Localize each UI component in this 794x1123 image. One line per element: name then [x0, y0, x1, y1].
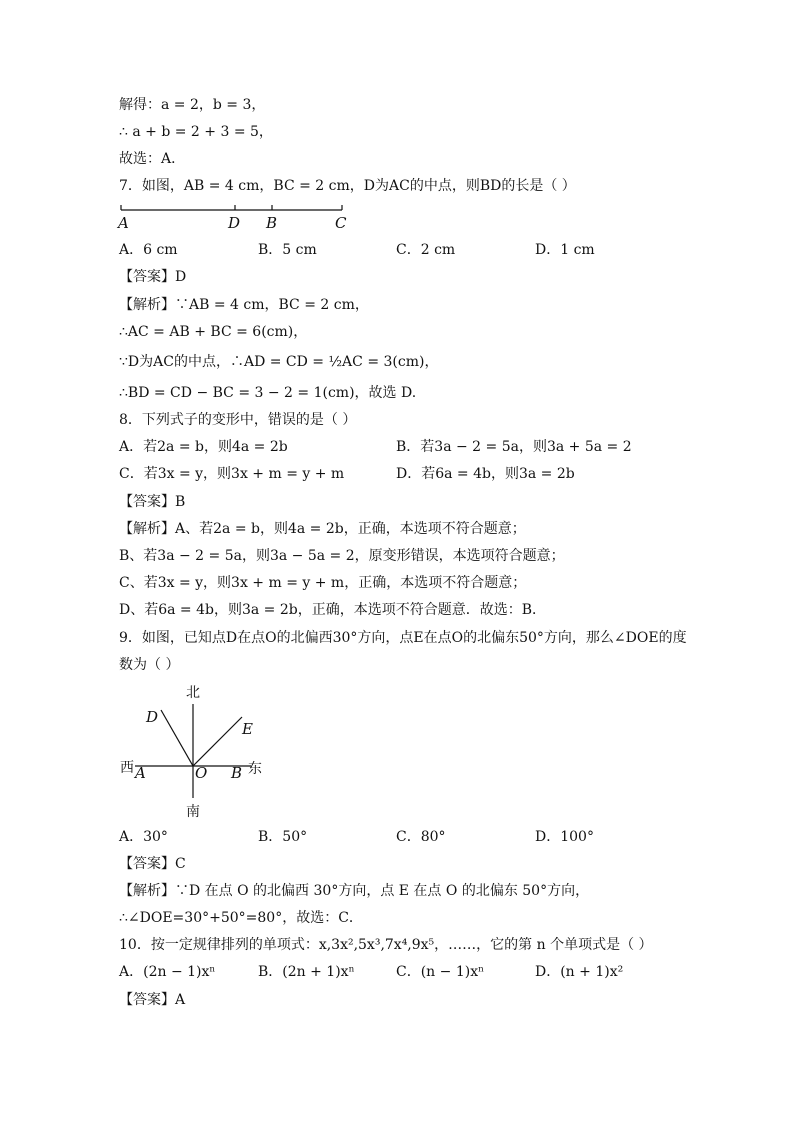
- answer: 【答案】C: [119, 856, 186, 872]
- explanation-line: ∴AC = AB + BC = 6(cm)，: [119, 324, 308, 340]
- text-line: 故选：A．: [119, 151, 186, 167]
- answer: 【答案】D: [119, 269, 187, 285]
- label-east: 东: [248, 761, 262, 777]
- explanation-line: ∴BD = CD − BC = 3 − 2 = 1(cm)，故选 D.: [119, 385, 417, 401]
- explanation-line: D、若6a = 4b，则3a = 2b，正确，本选项不符合题意．故选：B．: [119, 602, 547, 618]
- explanation-line: ∵D为AC的中点，∴AD = CD = ½AC = 3(cm)，: [119, 354, 439, 370]
- option-d: D．若6a = 4b，则3a = 2b: [396, 466, 575, 482]
- option-c: C．若3x = y，则3x + m = y + m: [119, 466, 345, 482]
- label-d: D: [228, 214, 241, 232]
- label-b: B: [266, 214, 278, 232]
- option-a: A．(2n − 1)xⁿ: [119, 964, 216, 980]
- option-a: A．6 cm: [119, 242, 178, 258]
- label-south: 南: [186, 804, 200, 820]
- option-b: B．(2n + 1)xⁿ: [258, 964, 355, 980]
- explanation-line: C、若3x = y，则3x + m = y + m，正确，本选项不符合题意；: [119, 575, 527, 591]
- question-9: 9．如图，已知点D在点O的北偏西30°方向，点E在点O的北偏东50°方向，那么∠DOE的度: [119, 630, 687, 646]
- option-c: C．2 cm: [396, 242, 456, 258]
- question-8: 8．下列式子的变形中，错误的是（ ）: [119, 412, 357, 428]
- option-b: B．5 cm: [258, 242, 317, 258]
- label-b: B: [231, 764, 243, 782]
- compass-figure: [115, 680, 285, 825]
- option-d: D．100°: [535, 829, 594, 845]
- text-line: 解得：a = 2，b = 3，: [119, 97, 266, 113]
- segment-figure: [115, 200, 355, 236]
- explanation-line: 【解析】A、若2a = b，则4a = 2b，正确，本选项不符合题意；: [119, 521, 526, 537]
- option-a: A．若2a = b，则4a = 2b: [119, 439, 288, 455]
- question-7: 7．如图，AB = 4 cm，BC = 2 cm，D为AC的中点，则BD的长是（ ）: [119, 178, 576, 194]
- answer: 【答案】A: [119, 992, 186, 1008]
- label-a: A: [118, 214, 129, 232]
- label-d: D: [146, 708, 159, 726]
- ray-od: [161, 710, 193, 766]
- option-b: B．若3a − 2 = 5a，则3a + 5a = 2: [396, 439, 632, 455]
- label-c: C: [335, 214, 347, 232]
- label-o: O: [195, 764, 208, 782]
- option-a: A．30°: [119, 829, 168, 845]
- question-10: 10．按一定规律排列的单项式：x,3x²,5x³,7x⁴,9x⁵，……，它的第 n 个单项式是（ ）: [119, 937, 653, 953]
- explanation-line: ∴∠DOE=30°+50°=80°，故选：C．: [119, 910, 363, 926]
- label-e: E: [242, 720, 253, 738]
- text-line: ∴ a + b = 2 + 3 = 5，: [119, 124, 273, 140]
- option-b: B．50°: [258, 829, 308, 845]
- ray-oe: [193, 717, 242, 766]
- answer: 【答案】B: [119, 494, 186, 510]
- explanation-line: 【解析】∵AB = 4 cm，BC = 2 cm，: [119, 297, 369, 313]
- label-a: A: [135, 764, 146, 782]
- option-c: C．80°: [396, 829, 446, 845]
- option-d: D．(n + 1)x²: [535, 964, 624, 980]
- explanation-line: 【解析】∵D 在点 O 的北偏西 30°方向，点 E 在点 O 的北偏东 50°方向，: [119, 883, 590, 899]
- label-north: 北: [186, 685, 200, 701]
- explanation-line: B、若3a − 2 = 5a，则3a − 5a = 2，原变形错误，本选项符合题意；: [119, 548, 565, 564]
- label-west: 西: [120, 760, 134, 776]
- question-9-cont: 数为（ ）: [119, 657, 180, 673]
- option-d: D．1 cm: [535, 242, 595, 258]
- option-c: C．(n − 1)xⁿ: [396, 964, 485, 980]
